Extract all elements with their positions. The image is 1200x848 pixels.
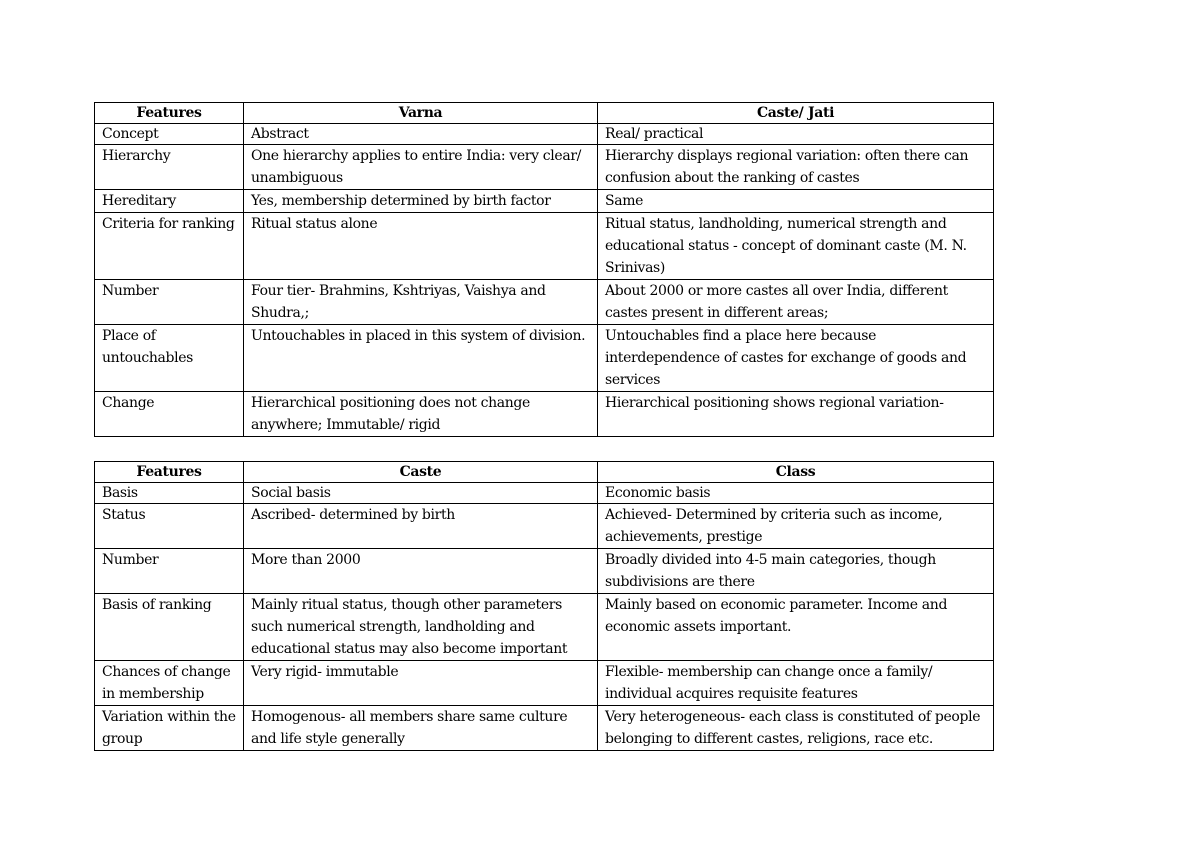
feature-cell: Hereditary xyxy=(95,190,244,213)
table-row xyxy=(95,213,994,280)
caste-jati-cell: Hierarchical positioning shows regional variation- xyxy=(598,392,994,437)
class-cell: Flexible- membership can change once a family/ individual acquires requisite features xyxy=(598,661,994,706)
table-row xyxy=(95,392,994,437)
table-row xyxy=(95,325,994,392)
varna-cell: One hierarchy applies to entire India: very clear/ unambiguous xyxy=(244,145,598,190)
table-row xyxy=(95,549,994,594)
feature-cell: Change xyxy=(95,392,244,437)
header-row xyxy=(95,462,994,483)
table-row xyxy=(95,280,994,325)
table-row xyxy=(95,145,994,190)
caste-jati-cell: Same xyxy=(598,190,994,213)
header-varna: Varna xyxy=(244,103,598,124)
caste-cell: Mainly ritual status, though other parameters such numerical strength, landholding and educational status may also become important xyxy=(244,594,598,661)
header-caste: Caste xyxy=(244,462,598,483)
varna-cell: Untouchables in placed in this system of division. xyxy=(244,325,598,392)
feature-cell: Number xyxy=(95,549,244,594)
caste-cell: Homogenous- all members share same culture and life style generally xyxy=(244,706,598,751)
feature-cell: Variation within the group xyxy=(95,706,244,751)
caste-jati-cell: Hierarchy displays regional variation: often there can confusion about the ranking of castes xyxy=(598,145,994,190)
table-row xyxy=(95,504,994,549)
caste-cell: Social basis xyxy=(244,483,598,504)
feature-cell: Status xyxy=(95,504,244,549)
feature-cell: Criteria for ranking xyxy=(95,213,244,280)
caste-cell: Ascribed- determined by birth xyxy=(244,504,598,549)
varna-cell: Abstract xyxy=(244,124,598,145)
caste-jati-cell: About 2000 or more castes all over India, different castes present in different areas; xyxy=(598,280,994,325)
table-row xyxy=(95,594,994,661)
feature-cell: Basis xyxy=(95,483,244,504)
class-cell: Mainly based on economic parameter. Income and economic assets important. xyxy=(598,594,994,661)
header-class: Class xyxy=(598,462,994,483)
caste-cell: Very rigid- immutable xyxy=(244,661,598,706)
caste-jati-cell: Untouchables find a place here because interdependence of castes for exchange of goods and services xyxy=(598,325,994,392)
class-cell: Achieved- Determined by criteria such as income, achievements, prestige xyxy=(598,504,994,549)
table-row xyxy=(95,483,994,504)
caste-jati-cell: Real/ practical xyxy=(598,124,994,145)
table-row xyxy=(95,124,994,145)
feature-cell: Chances of change in membership xyxy=(95,661,244,706)
class-cell: Economic basis xyxy=(598,483,994,504)
caste-jati-cell: Ritual status, landholding, numerical strength and educational status - concept of dominant caste (M. N. Srinivas) xyxy=(598,213,994,280)
table-row xyxy=(95,706,994,751)
feature-cell: Number xyxy=(95,280,244,325)
varna-cell: Ritual status alone xyxy=(244,213,598,280)
varna-cell: Hierarchical positioning does not change anywhere; Immutable/ rigid xyxy=(244,392,598,437)
caste-class-comparison-table xyxy=(94,461,994,751)
varna-caste-comparison-table xyxy=(94,102,994,437)
header-features: Features xyxy=(95,103,244,124)
feature-cell: Place of untouchables xyxy=(95,325,244,392)
class-cell: Broadly divided into 4-5 main categories, though subdivisions are there xyxy=(598,549,994,594)
feature-cell: Concept xyxy=(95,124,244,145)
header-row xyxy=(95,103,994,124)
header-features: Features xyxy=(95,462,244,483)
table-row xyxy=(95,190,994,213)
caste-cell: More than 2000 xyxy=(244,549,598,594)
header-caste-jati: Caste/ Jati xyxy=(598,103,994,124)
varna-cell: Four tier- Brahmins, Kshtriyas, Vaishya and Shudra,; xyxy=(244,280,598,325)
table-row xyxy=(95,661,994,706)
varna-cell: Yes, membership determined by birth factor xyxy=(244,190,598,213)
feature-cell: Hierarchy xyxy=(95,145,244,190)
feature-cell: Basis of ranking xyxy=(95,594,244,661)
class-cell: Very heterogeneous- each class is constituted of people belonging to different castes, religions, race etc. xyxy=(598,706,994,751)
